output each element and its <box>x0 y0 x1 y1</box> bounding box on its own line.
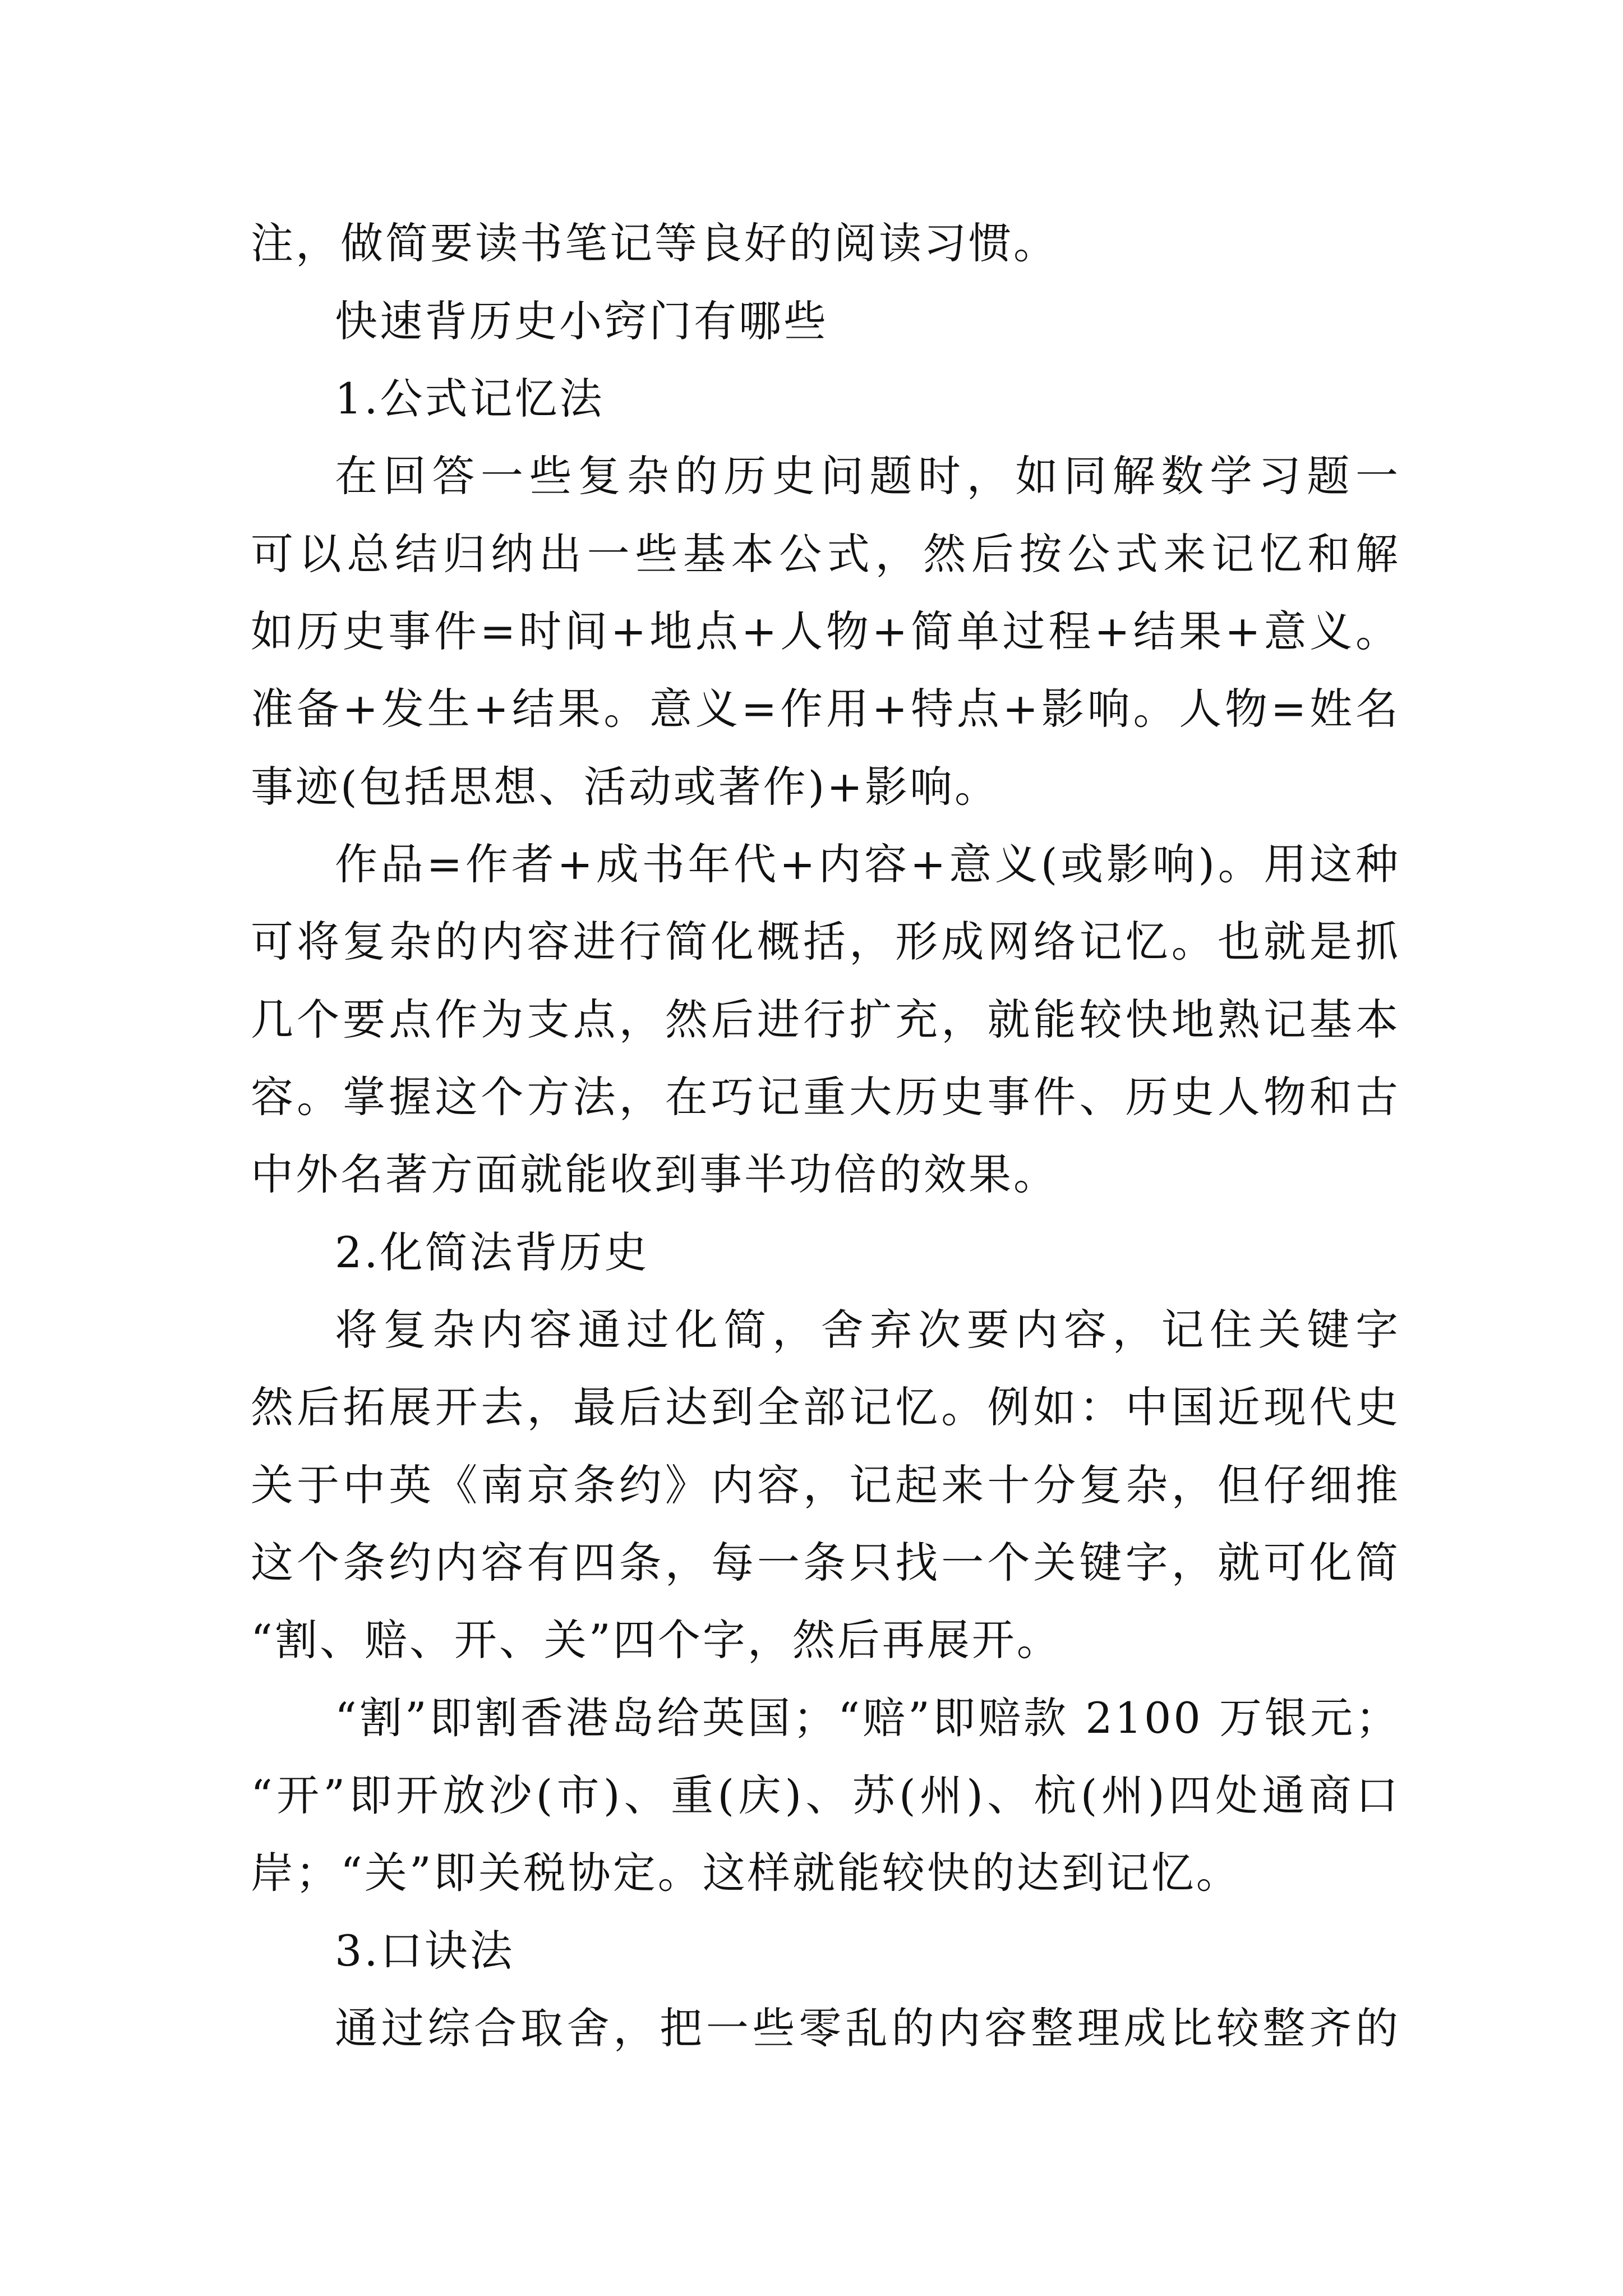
paragraph-line: “开”即开放沙(市)、重(庆)、苏(州)、杭(州)四处通商口 <box>251 1770 1400 1820</box>
paragraph-line: 岸；“关”即关税协定。这样就能较快的达到记忆。 <box>251 1848 1241 1898</box>
subsection-heading: 2.化简法背历史 <box>335 1227 649 1277</box>
subsection-heading: 1.公式记忆法 <box>335 374 605 424</box>
paragraph-line: 在回答一些复杂的历史问题时，如同解数学习题一 <box>335 451 1400 501</box>
paragraph-line: “割、赔、开、关”四个字，然后再展开。 <box>251 1615 1062 1665</box>
paragraph-line: 中外名著方面就能收到事半功倍的效果。 <box>251 1149 1058 1199</box>
paragraph-line: 注，做简要读书笔记等良好的阅读习惯。 <box>251 218 1058 268</box>
paragraph-line: 可以总结归纳出一些基本公式，然后按公式来记忆和解 <box>251 529 1400 579</box>
paragraph-line: 容。掌握这个方法，在巧记重大历史事件、历史人物和古 <box>251 1072 1400 1122</box>
subsection-heading: 3.口诀法 <box>335 1926 515 1976</box>
paragraph-line: 事迹(包括思想、活动或著作)+影响。 <box>251 762 999 812</box>
paragraph-line: 准备+发生+结果。意义=作用+特点+影响。人物=姓名 <box>251 684 1400 734</box>
paragraph-line: 作品=作者+成书年代+内容+意义(或影响)。用这种 <box>335 839 1400 889</box>
section-heading: 快速背历史小窍门有哪些 <box>335 296 828 346</box>
paragraph-line: 将复杂内容通过化简，舍弃次要内容，记住关键字 <box>335 1305 1400 1355</box>
paragraph-line: 如历史事件=时间+地点+人物+简单过程+结果+意义。 <box>251 606 1400 656</box>
paragraph-line: 可将复杂的内容进行简化概括，形成网络记忆。也就是抓 <box>251 917 1400 967</box>
paragraph-line: 然后拓展开去，最后达到全部记忆。例如：中国近现代史 <box>251 1382 1400 1432</box>
paragraph-line: 通过综合取舍，把一些零乱的内容整理成比较整齐的 <box>335 2003 1400 2053</box>
paragraph-line: 这个条约内容有四条，每一条只找一个关键字，就可化简 <box>251 1538 1400 1588</box>
paragraph-line: 几个要点作为支点，然后进行扩充，就能较快地熟记基本 <box>251 995 1400 1045</box>
paragraph-line: “割”即割香港岛给英国；“赔”即赔款 2100 万银元； <box>335 1693 1400 1743</box>
paragraph-line: 关于中英《南京条约》内容，记起来十分复杂，但仔细推 <box>251 1460 1400 1510</box>
